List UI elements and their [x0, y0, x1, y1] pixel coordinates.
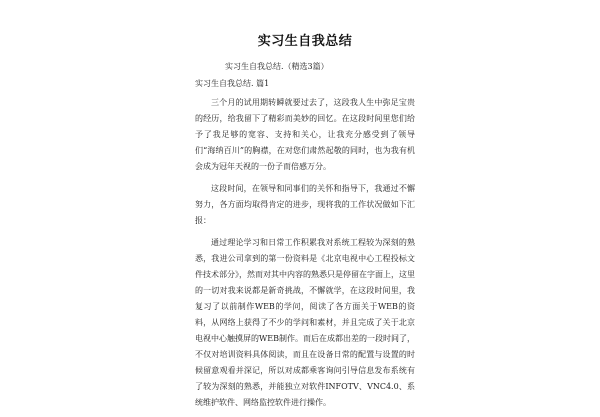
paragraph-2: 这段时间，在领导和同事们的关怀和指导下，我通过不懈努力，各方面均取得肯定的进步，现将我的工作状况做如下汇报： [195, 184, 415, 225]
document-subtitle: 实习生自我总结.（精选3篇） [225, 62, 329, 71]
document-page [195, 30, 415, 417]
paragraph-3: 通过理论学习和日常工作积累我对系统工程较为深刻的熟悉，我进公司拿到的第一份资料是《北京电视中心工程投标文件技术部分》，然而对其中内容的熟悉只是停留在字面上，这里的一切对我来说都是新奇挑战，不懈就学，在这段时间里，我复习了以前制作WEB的学问，阅读了各方面关于WEB的资料，从网络上获得了不少的学问和素材，并且完成了关于北京电视中心触摸屏的WEB制作。而后在成都出差的一段时间了，不仅对培训资料具体阅读，而且在设备日常的配置与设置的时候留意观看并深记，所以对成都乘客询问引导信息发布系统有了较为深刻的熟悉，并能独立对软件INFOTV、VNC4.0、系统维护软件、网络监控软件进行操作。 [195, 238, 415, 407]
paragraph-1: 三个月的试用期转瞬就要过去了，这段我人生中弥足宝贵的经历，给我留下了精彩而美妙的回忆。在这段时间里您们给予了我足够的宽容、支持和关心，让我充分感受到了领导们“海纳百川”的胸襟，在对您们肃然起敬的同时，也为我有机会成为冠年天视的一份子而倍感万分。 [195, 98, 415, 171]
section-heading: 实习生自我总结. 篇1 [195, 79, 270, 88]
document-title: 实习生自我总结 [257, 34, 353, 49]
